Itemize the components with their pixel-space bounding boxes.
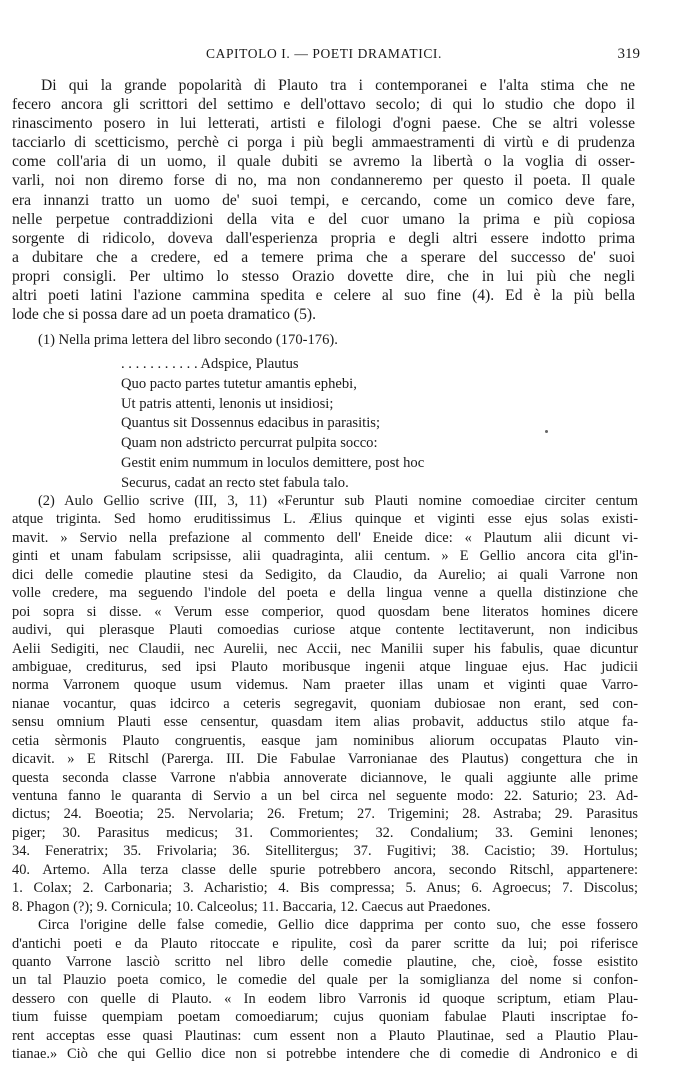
text-line: altri poeti latini l'azione cammina spedita e celere al suo fine (4). Ed è la più bella (12, 287, 635, 305)
text-line: nelle perpetue contraddizioni della vita e del cuor umano la prima e più copiosa (12, 210, 635, 228)
text-line: tacciarlo di scetticismo, perchè ci porga i più begli ammaestramenti di virtù e di prudenza (12, 134, 635, 152)
text-line: dessero con quelle di Plauto. « In eodem libro Varronis id quoque scriptum, etiam Plau- (12, 990, 638, 1007)
verse-line: Quo pacto partes tutetur amantis ephebi, (121, 375, 357, 392)
text-line: ginti et unam fabulam scripsisse, alii quadraginta, alii centum. » E Gellio ancora cita gl'in- (12, 548, 638, 565)
page-number: 319 (617, 46, 640, 62)
print-speck (545, 430, 548, 433)
page-header (40, 46, 640, 68)
text-line: ventuna fanno le quaranta di Servio a un bel circa nel seguente modo: 22. Saturio; 23. Ad- (12, 788, 638, 804)
footnote-1-intro: (1) Nella prima lettera del libro secondo (170-176). (38, 332, 338, 348)
footnote-2 (12, 492, 638, 1064)
text-line: un tal Plauzio poeta comico, le comedie del quale per la somiglianza del nome si confon- (12, 972, 638, 989)
text-line: sensu omnium Plauti esse censentur, quasdam item alias probavit, adductus stilo atque fa- (12, 714, 638, 731)
text-line: quanto Varrone lasciò scritto nel libro delle comedie plautine, che, cioè, fosse esistito (12, 953, 638, 970)
text-line: 40. Artemo. Alla terza classe delle spurie potrebbero ancora, secondo Ritschl, appartenere: (12, 861, 638, 878)
running-title: CAPITOLO I. — POETI DRAMATICI. (206, 46, 442, 61)
verse-line: Securus, cadat an recto stet fabula talo. (121, 474, 349, 491)
text-line: sorgente di ridicolo, doveva dall'esperienza propria e degli altri essere indotto prima (12, 229, 635, 247)
text-line: nianae vocantur, quas idcirco a ceteris segregavit, quoniam dubiosae non erant, sed con- (12, 695, 638, 712)
text-line: lode che si possa dare ad un poeta dramatico (5). (12, 306, 316, 324)
text-line: audivi, qui plerasque Plauti comoedias curiose atque contente lectitaverunt, non indicibus (12, 622, 638, 639)
text-line: Di qui la grande popolarità di Plauto tra i contemporanei e l'alta stima che ne (41, 77, 635, 94)
verse-line: Quam non adstricto percurrat pulpita socco: (121, 435, 378, 452)
text-line: tium fuisse quempiam poetam comoediarum; cujus quoniam fabulae Plauti inscriptae fo- (12, 1009, 638, 1026)
text-line: piger; 30. Parasitus medicus; 31. Commorientes; 32. Condalium; 33. Gemini lenones; (12, 824, 638, 841)
text-line: mavit. » Servio nella prefazione al commento dell' Eneide dice: « Plautum alii dicunt vi- (12, 529, 638, 546)
text-line: propri consigli. Per ultimo lo stesso Orazio dovette dire, che in lui più che negli (12, 267, 635, 285)
text-line: a dubitare che a credere, ed a temere prima che a sperare del successo de' suoi (12, 248, 635, 266)
verse-line: Ut patris attenti, lenonis ut insidiosi; (121, 395, 334, 412)
text-line: tianae.» Ciò che qui Gellio dice non si potrebbe intendere che di comedie di Andronico e di (12, 1046, 638, 1063)
text-line: atque triginta. Sed homo eruditissimus L. Ælius quinque et viginti esse ejus solas existi- (12, 511, 638, 528)
text-line: rent acceptas esse quasi Plautinas: cum essent non a Plauto Plautinae, sed a Plautio Plau- (12, 1027, 638, 1044)
text-line: questa seconda classe Varrone n'abbia annoverate diciannove, le quali aggiunte alle prime (12, 769, 638, 786)
text-line: come coll'aria di un uomo, il quale dubiti se avremo la libertà o la voglia di osser- (12, 153, 635, 171)
text-line: Aelii Sedigiti, nec Claudii, nec Aurelii, nec Accii, nec Manilii super his fabulis, quae dicuntur (12, 640, 638, 657)
text-line: cetia sèrmonis Plauto congruentis, easque jam nominibus aliorum occupatas Plauto vin- (12, 732, 638, 749)
text-line: norma Varronem quoque usum videmus. Nam praeter illas unam et viginti quae Varro- (12, 677, 638, 694)
footnote-1-verse (121, 355, 521, 494)
text-line: fecero ancora gli scrittori del settimo e dell'ottavo secolo; di qui lo studio che dopo il (12, 96, 635, 114)
main-paragraph (12, 76, 635, 324)
text-line: dictus; 24. Boeotia; 25. Nervolaria; 26. Fretum; 27. Trigemini; 28. Astraba; 29. Parasitus (12, 806, 638, 823)
text-line: poi sopra si disse. « Verum esse comperior, quod quosdam bene literatos homines dicere (12, 603, 638, 620)
text-line: volle credere, ma seguendo l'indole del poeta e della lingua venne a quella distinzione che (12, 585, 638, 602)
text-line: varli, noi non diremo forse di no, ma non condanneremo per questo il poeta. Il quale (12, 172, 635, 190)
verse-line: . . . . . . . . . . . Adspice, Plautus (121, 356, 299, 372)
text-line: 1. Colax; 2. Carbonaria; 3. Acharistio; 4. Bis compressa; 5. Anus; 6. Agroecus; 7. Discolus; (12, 880, 638, 897)
text-line: (2) Aulo Gellio scrive (III, 3, 11) «Feruntur sub Plauti nomine comoediae circiter centum (38, 493, 638, 509)
text-line: Circa l'origine delle false comedie, Gellio dice dapprima per conto suo, che esse fossero (38, 917, 638, 934)
text-line: era innanzi tratto un uomo de' suoi tempi, e cercando, come un comico deve fare, (12, 191, 635, 209)
verse-line: Gestit enim nummum in loculos demittere, post hoc (121, 454, 425, 471)
text-line: ambiguae, crediturus, sed ipsi Plauto moribusque ingenii atque linguae ejus. Hac judicii (12, 658, 638, 675)
text-line: 34. Feneratrix; 35. Frivolaria; 36. Sitellitergus; 37. Fugitivi; 38. Cacistio; 39. Hortulus; (12, 843, 638, 860)
text-line: 8. Phagon (?); 9. Cornicula; 10. Calceolus; 11. Baccaria, 12. Caecus aut Praedones. (12, 898, 491, 915)
text-line: rinascimento posero in lui letterati, artisti e filologi d'ogni paese. Che se altri volesse (12, 115, 635, 133)
verse-line: Quantus sit Dossennus edacibus in parasitis; (121, 415, 381, 432)
text-line: d'antichi poeti e da Plauto ritoccate e ripulite, così da parer scritte da lui; poi riferisce (12, 935, 638, 952)
text-line: dici delle comedie plautine stesi da Sedigito, da Claudio, da Aurelio; ai quali Varrone non (12, 566, 638, 583)
text-line: dicavit. » E Ritschl (Parerga. III. Die Fabulae Varronianae des Plautus) congettura che in (12, 751, 638, 768)
